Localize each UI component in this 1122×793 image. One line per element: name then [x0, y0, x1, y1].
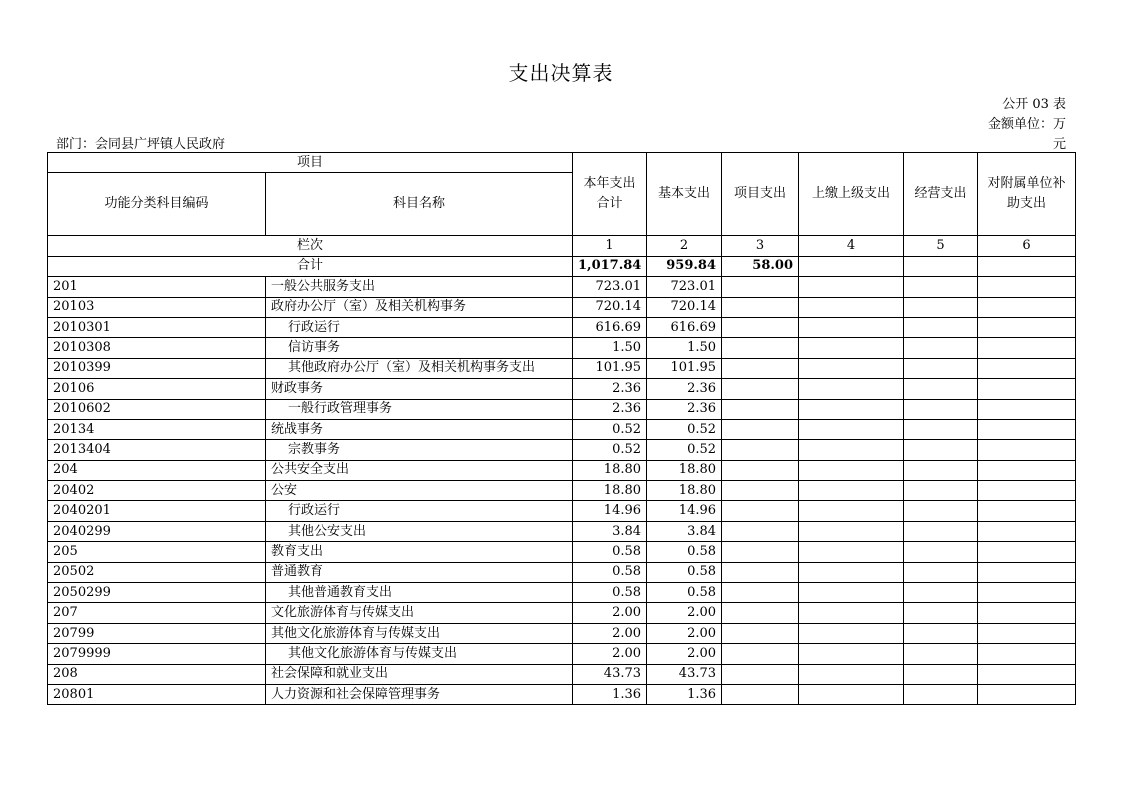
- cell-project-exp: [722, 684, 799, 704]
- table-row: [48, 338, 1076, 358]
- cell-upper: [799, 644, 904, 664]
- cell-project-exp: [722, 501, 799, 521]
- cell-project-exp: [722, 521, 799, 541]
- cell-total: 2.00: [573, 623, 647, 643]
- cell-name: 统战事务: [266, 419, 573, 439]
- cell-upper: [799, 623, 904, 643]
- cell-code: 204: [48, 460, 266, 480]
- cell-code: 20103: [48, 297, 266, 317]
- cell-basic: 2.36: [647, 379, 722, 399]
- cell-code: 2013404: [48, 440, 266, 460]
- table-row: [48, 419, 1076, 439]
- column-index-4: 4: [799, 236, 904, 256]
- cell-total: 616.69: [573, 317, 647, 337]
- cell-total: 3.84: [573, 521, 647, 541]
- cell-name: 公共安全支出: [266, 460, 573, 480]
- cell-total: 0.58: [573, 542, 647, 562]
- cell-subsidy: [978, 419, 1076, 439]
- cell-upper: [799, 440, 904, 460]
- cell-name: 行政运行: [266, 317, 573, 337]
- cell-total: 18.80: [573, 481, 647, 501]
- cell-name: 宗教事务: [266, 440, 573, 460]
- table-row: [48, 644, 1076, 664]
- table-row: [48, 583, 1076, 603]
- summary-total: 1,017.84: [573, 256, 647, 276]
- cell-subsidy: [978, 583, 1076, 603]
- cell-code: 2040201: [48, 501, 266, 521]
- cell-subsidy: [978, 664, 1076, 684]
- cell-subsidy: [978, 379, 1076, 399]
- header-name: 科目名称: [266, 173, 573, 236]
- cell-upper: [799, 583, 904, 603]
- table-row: [48, 623, 1076, 643]
- cell-business: [904, 317, 978, 337]
- cell-business: [904, 358, 978, 378]
- cell-name: 文化旅游体育与传媒支出: [266, 603, 573, 623]
- cell-name: 信访事务: [266, 338, 573, 358]
- cell-subsidy: [978, 501, 1076, 521]
- cell-name: 其他文化旅游体育与传媒支出: [266, 623, 573, 643]
- cell-total: 1.50: [573, 338, 647, 358]
- cell-upper: [799, 481, 904, 501]
- cell-business: [904, 338, 978, 358]
- cell-business: [904, 297, 978, 317]
- cell-code: 20106: [48, 379, 266, 399]
- cell-total: 101.95: [573, 358, 647, 378]
- cell-basic: 1.50: [647, 338, 722, 358]
- table-row: [48, 317, 1076, 337]
- cell-subsidy: [978, 440, 1076, 460]
- cell-project-exp: [722, 317, 799, 337]
- cell-project-exp: [722, 603, 799, 623]
- form-code: 公开 03 表: [1002, 97, 1066, 112]
- cell-project-exp: [722, 297, 799, 317]
- cell-total: 0.58: [573, 562, 647, 582]
- cell-project-exp: [722, 379, 799, 399]
- cell-basic: 2.00: [647, 644, 722, 664]
- table-row: [48, 358, 1076, 378]
- cell-project-exp: [722, 542, 799, 562]
- cell-project-exp: [722, 481, 799, 501]
- cell-subsidy: [978, 542, 1076, 562]
- cell-project-exp: [722, 623, 799, 643]
- cell-project-exp: [722, 562, 799, 582]
- cell-code: 20799: [48, 623, 266, 643]
- cell-code: 201: [48, 277, 266, 297]
- cell-total: 2.00: [573, 603, 647, 623]
- cell-subsidy: [978, 277, 1076, 297]
- cell-subsidy: [978, 684, 1076, 704]
- cell-name: 公安: [266, 481, 573, 501]
- cell-basic: 3.84: [647, 521, 722, 541]
- cell-basic: 2.00: [647, 623, 722, 643]
- cell-name: 普通教育: [266, 562, 573, 582]
- header-upper: 上缴上级支出: [799, 153, 904, 236]
- table-row: [48, 297, 1076, 317]
- cell-basic: 0.58: [647, 562, 722, 582]
- header-project-exp: 项目支出: [722, 153, 799, 236]
- cell-name: 财政事务: [266, 379, 573, 399]
- cell-code: 2010308: [48, 338, 266, 358]
- cell-basic: 0.52: [647, 419, 722, 439]
- table-row: [48, 379, 1076, 399]
- table-row: [48, 277, 1076, 297]
- cell-project-exp: [722, 583, 799, 603]
- cell-upper: [799, 399, 904, 419]
- unit-label-wrap: 元: [1052, 137, 1066, 152]
- table-row: [48, 440, 1076, 460]
- cell-name: 一般行政管理事务: [266, 399, 573, 419]
- column-index-1: 1: [573, 236, 647, 256]
- cell-code: 2010602: [48, 399, 266, 419]
- department-label: 部门：会同县广坪镇人民政府: [56, 137, 226, 152]
- cell-basic: 0.58: [647, 583, 722, 603]
- header-code: 功能分类科目编码: [48, 173, 266, 236]
- header-row-project: [48, 153, 1076, 173]
- column-index-5: 5: [904, 236, 978, 256]
- cell-total: 723.01: [573, 277, 647, 297]
- page-title: 支出决算表: [508, 61, 614, 85]
- cell-basic: 0.52: [647, 440, 722, 460]
- header-business: 经营支出: [904, 153, 978, 236]
- cell-business: [904, 521, 978, 541]
- summary-row: [48, 256, 1076, 276]
- cell-project-exp: [722, 399, 799, 419]
- cell-upper: [799, 460, 904, 480]
- cell-subsidy: [978, 644, 1076, 664]
- cell-basic: 43.73: [647, 664, 722, 684]
- table-row: [48, 399, 1076, 419]
- cell-subsidy: [978, 399, 1076, 419]
- summary-business: [904, 256, 978, 276]
- cell-name: 社会保障和就业支出: [266, 664, 573, 684]
- cell-business: [904, 419, 978, 439]
- cell-business: [904, 623, 978, 643]
- cell-upper: [799, 358, 904, 378]
- cell-basic: 101.95: [647, 358, 722, 378]
- column-index-3: 3: [722, 236, 799, 256]
- cell-code: 20502: [48, 562, 266, 582]
- cell-business: [904, 664, 978, 684]
- cell-basic: 18.80: [647, 481, 722, 501]
- cell-name: 政府办公厅（室）及相关机构事务: [266, 297, 573, 317]
- table-row: [48, 542, 1076, 562]
- table-row: [48, 460, 1076, 480]
- cell-subsidy: [978, 521, 1076, 541]
- cell-name: 行政运行: [266, 501, 573, 521]
- column-index-2: 2: [647, 236, 722, 256]
- cell-basic: 720.14: [647, 297, 722, 317]
- cell-project-exp: [722, 664, 799, 684]
- cell-code: 20801: [48, 684, 266, 704]
- cell-total: 18.80: [573, 460, 647, 480]
- cell-code: 20402: [48, 481, 266, 501]
- cell-code: 20134: [48, 419, 266, 439]
- cell-business: [904, 481, 978, 501]
- summary-upper: [799, 256, 904, 276]
- cell-subsidy: [978, 481, 1076, 501]
- summary-project-exp: 58.00: [722, 256, 799, 276]
- expenditure-table: [47, 152, 1076, 705]
- cell-total: 2.00: [573, 644, 647, 664]
- cell-upper: [799, 338, 904, 358]
- column-index-row: [48, 236, 1076, 256]
- cell-code: 2079999: [48, 644, 266, 664]
- cell-total: 1.36: [573, 684, 647, 704]
- cell-total: 720.14: [573, 297, 647, 317]
- cell-name: 教育支出: [266, 542, 573, 562]
- cell-name: 其他文化旅游体育与传媒支出: [266, 644, 573, 664]
- cell-business: [904, 644, 978, 664]
- cell-total: 2.36: [573, 379, 647, 399]
- cell-basic: 616.69: [647, 317, 722, 337]
- cell-upper: [799, 501, 904, 521]
- cell-upper: [799, 684, 904, 704]
- cell-upper: [799, 379, 904, 399]
- cell-basic: 0.58: [647, 542, 722, 562]
- cell-code: 205: [48, 542, 266, 562]
- cell-business: [904, 440, 978, 460]
- header-subsidy: 对附属单位补助支出: [978, 153, 1076, 236]
- cell-basic: 2.00: [647, 603, 722, 623]
- column-index-label: 栏次: [48, 236, 573, 256]
- column-index-6: 6: [978, 236, 1076, 256]
- table-row: [48, 521, 1076, 541]
- cell-upper: [799, 521, 904, 541]
- cell-code: 2010301: [48, 317, 266, 337]
- cell-total: 2.36: [573, 399, 647, 419]
- cell-total: 0.52: [573, 440, 647, 460]
- cell-basic: 1.36: [647, 684, 722, 704]
- cell-name: 其他公安支出: [266, 521, 573, 541]
- cell-upper: [799, 277, 904, 297]
- header-project: 项目: [48, 153, 573, 173]
- cell-upper: [799, 603, 904, 623]
- cell-basic: 2.36: [647, 399, 722, 419]
- cell-code: 2010399: [48, 358, 266, 378]
- cell-name: 其他普通教育支出: [266, 583, 573, 603]
- cell-business: [904, 542, 978, 562]
- cell-project-exp: [722, 460, 799, 480]
- cell-business: [904, 399, 978, 419]
- cell-upper: [799, 419, 904, 439]
- cell-total: 0.52: [573, 419, 647, 439]
- table-row: [48, 664, 1076, 684]
- cell-name: 其他政府办公厅（室）及相关机构事务支出: [266, 358, 573, 378]
- cell-total: 14.96: [573, 501, 647, 521]
- cell-subsidy: [978, 460, 1076, 480]
- summary-subsidy: [978, 256, 1076, 276]
- table-row: [48, 562, 1076, 582]
- cell-subsidy: [978, 297, 1076, 317]
- cell-upper: [799, 542, 904, 562]
- cell-business: [904, 583, 978, 603]
- cell-basic: 14.96: [647, 501, 722, 521]
- table-row: [48, 481, 1076, 501]
- table-row: [48, 684, 1076, 704]
- cell-name: 人力资源和社会保障管理事务: [266, 684, 573, 704]
- cell-subsidy: [978, 623, 1076, 643]
- cell-project-exp: [722, 644, 799, 664]
- summary-basic: 959.84: [647, 256, 722, 276]
- cell-subsidy: [978, 603, 1076, 623]
- cell-business: [904, 684, 978, 704]
- cell-subsidy: [978, 562, 1076, 582]
- cell-subsidy: [978, 338, 1076, 358]
- cell-business: [904, 277, 978, 297]
- cell-subsidy: [978, 317, 1076, 337]
- table-row: [48, 603, 1076, 623]
- cell-business: [904, 562, 978, 582]
- cell-business: [904, 603, 978, 623]
- cell-code: 2050299: [48, 583, 266, 603]
- cell-project-exp: [722, 277, 799, 297]
- cell-business: [904, 379, 978, 399]
- cell-upper: [799, 562, 904, 582]
- cell-basic: 723.01: [647, 277, 722, 297]
- header-basic: 基本支出: [647, 153, 722, 236]
- cell-project-exp: [722, 419, 799, 439]
- cell-basic: 18.80: [647, 460, 722, 480]
- cell-subsidy: [978, 358, 1076, 378]
- header-total: 本年支出合计: [573, 153, 647, 236]
- cell-project-exp: [722, 338, 799, 358]
- cell-project-exp: [722, 440, 799, 460]
- cell-upper: [799, 664, 904, 684]
- table-row: [48, 501, 1076, 521]
- unit-label: 金额单位：万: [987, 117, 1066, 132]
- cell-business: [904, 460, 978, 480]
- cell-project-exp: [722, 358, 799, 378]
- cell-upper: [799, 297, 904, 317]
- cell-upper: [799, 317, 904, 337]
- cell-code: 2040299: [48, 521, 266, 541]
- cell-total: 0.58: [573, 583, 647, 603]
- cell-business: [904, 501, 978, 521]
- summary-label: 合计: [48, 256, 573, 276]
- cell-total: 43.73: [573, 664, 647, 684]
- cell-code: 208: [48, 664, 266, 684]
- cell-name: 一般公共服务支出: [266, 277, 573, 297]
- cell-code: 207: [48, 603, 266, 623]
